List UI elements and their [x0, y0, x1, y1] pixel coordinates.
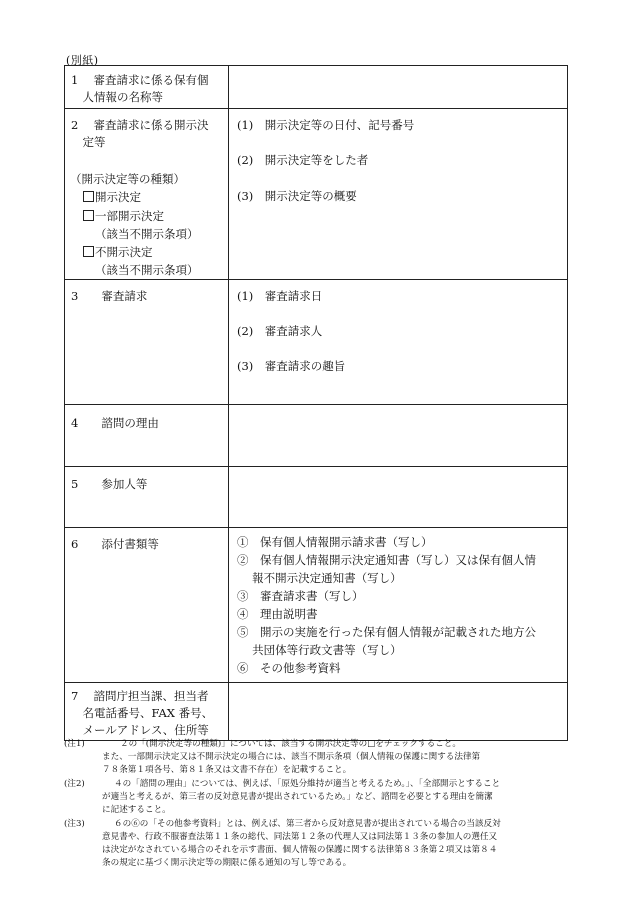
label-cell — [65, 280, 229, 405]
attachment-item-cont: 報不開示決定通知書（写し） — [237, 571, 402, 585]
note-tag: (注1) — [64, 739, 85, 749]
row7-label-line1: 7 諮問庁担当課、担当者 — [71, 689, 209, 703]
value-cell-review-request[interactable] — [229, 280, 568, 405]
row3-label: 3 審査請求 — [71, 289, 148, 303]
note-line: ２の「(開示決定等の種類)」については、該当する開示決定等の□をチェックすること。 — [120, 739, 461, 749]
label-cell — [65, 683, 229, 741]
label-cell — [65, 66, 229, 109]
label-cell — [65, 405, 229, 467]
row7-label-line3: メールアドレス、住所等 — [71, 723, 209, 737]
decision-types-heading: （開示決定等の種類） — [70, 172, 185, 186]
partial-exemption-note: （該当不開示条項） — [95, 227, 199, 241]
attachment-label: (別紙) — [66, 54, 99, 67]
row2-label-line1: 2 審査請求に係る開示決 — [71, 118, 209, 132]
note-line: は決定がなされている場合のそれを示す書面、個人情報の保護に関する法律第８３条第２項又は第８４ — [102, 845, 498, 855]
row4-label: 4 諮問の理由 — [71, 416, 159, 430]
value-cell-protected-info[interactable] — [229, 66, 568, 109]
note-tag: (注3) — [64, 819, 85, 829]
form-row-disclosure-decision — [65, 109, 568, 280]
note-line: ４の「諮問の理由」については、例えば、「原処分維持が適当と考えるため。」、「全部開示とすること — [114, 779, 501, 789]
label-cell — [65, 109, 229, 280]
attachment-item: ② 保有個人情報開示決定通知書（写し）又は保有個人情 — [237, 553, 536, 567]
decision-type-partial[interactable]: 一部開示決定 — [83, 208, 164, 224]
value-cell-attachments[interactable] — [229, 528, 568, 683]
request-date-item: (1) 審査請求日 — [237, 289, 323, 303]
decision-type-full[interactable]: 開示決定 — [83, 189, 141, 205]
form-row-contact — [65, 683, 568, 741]
row7-label-line2: 名電話番号、FAX 番号、 — [71, 706, 214, 720]
note-line: に記述すること。 — [102, 805, 171, 815]
decision-date-item: (1) 開示決定等の日付、記号番号 — [237, 118, 415, 132]
form-row-consultation-reason — [65, 405, 568, 467]
row5-label: 5 参加人等 — [71, 477, 148, 491]
label-cell — [65, 467, 229, 528]
checkbox-icon[interactable] — [83, 210, 94, 221]
decision-summary-item: (3) 開示決定等の概要 — [237, 189, 357, 203]
note-line: 意見書や、行政不服審査法第１１条の総代、同法第１２条の代理人又は同法第１３条の参加人の選任又 — [102, 832, 498, 842]
row6-label: 6 添付書類等 — [71, 537, 159, 551]
note-line: 条の規定に基づく開示決定等の期限に係る通知の写し等である。 — [102, 858, 352, 868]
nondisclosure-exemption-note: （該当不開示条項） — [95, 263, 199, 277]
attachment-item: ⑤ 開示の実施を行った保有個人情報が記載された地方公 — [237, 625, 536, 639]
row1-label-line2: 人情報の名称等 — [71, 90, 163, 104]
checkbox-icon[interactable] — [83, 191, 94, 202]
row1-label-line1: 1 審査請求に係る保有個 — [71, 73, 209, 87]
footnotes — [64, 738, 574, 908]
row2-label-line2: 定等 — [71, 135, 106, 149]
note-line: また、一部開示決定又は不開示決定の場合には、該当不開示条項（個人情報の保護に関する法律第 — [102, 752, 481, 762]
decision-type-nondisclosure[interactable]: 不開示決定 — [83, 244, 153, 260]
form-row-protected-info — [65, 66, 568, 109]
note-tag: (注2) — [64, 779, 85, 789]
label-cell — [65, 528, 229, 683]
checkbox-icon[interactable] — [83, 246, 94, 257]
attachment-item: ④ 理由説明書 — [237, 607, 318, 621]
value-cell-participants[interactable] — [229, 467, 568, 528]
value-cell-consultation-reason[interactable] — [229, 405, 568, 467]
decision-maker-item: (2) 開示決定等をした者 — [237, 153, 369, 167]
form-row-review-request — [65, 280, 568, 405]
form-row-participants — [65, 467, 568, 528]
requester-item: (2) 審査請求人 — [237, 324, 323, 338]
request-purpose-item: (3) 審査請求の趣旨 — [237, 359, 346, 373]
review-request-form-table — [64, 65, 568, 741]
value-cell-contact[interactable] — [229, 683, 568, 741]
value-cell-disclosure-decision[interactable] — [229, 109, 568, 280]
attachment-item-cont: 共団体等行政文書等（写し） — [237, 643, 402, 657]
attachment-item: ③ 審査請求書（写し） — [237, 589, 364, 603]
note-line: が適当と考えるが、第三者の反対意見書が提出されているため。」など、諮問を必要とする理由を簡潔 — [102, 792, 493, 802]
note-line: ６の⑥の「その他参考資料」とは、例えば、第三者から反対意見書が提出されている場合の当該反対 — [114, 819, 501, 829]
attachment-item: ① 保有個人情報開示請求書（写し） — [237, 535, 433, 549]
attachment-item: ⑥ その他参考資料 — [237, 661, 341, 675]
form-row-attachments — [65, 528, 568, 683]
note-line: ７８条第１項各号、第８１条又は文書不存在）を記載すること。 — [102, 765, 352, 775]
